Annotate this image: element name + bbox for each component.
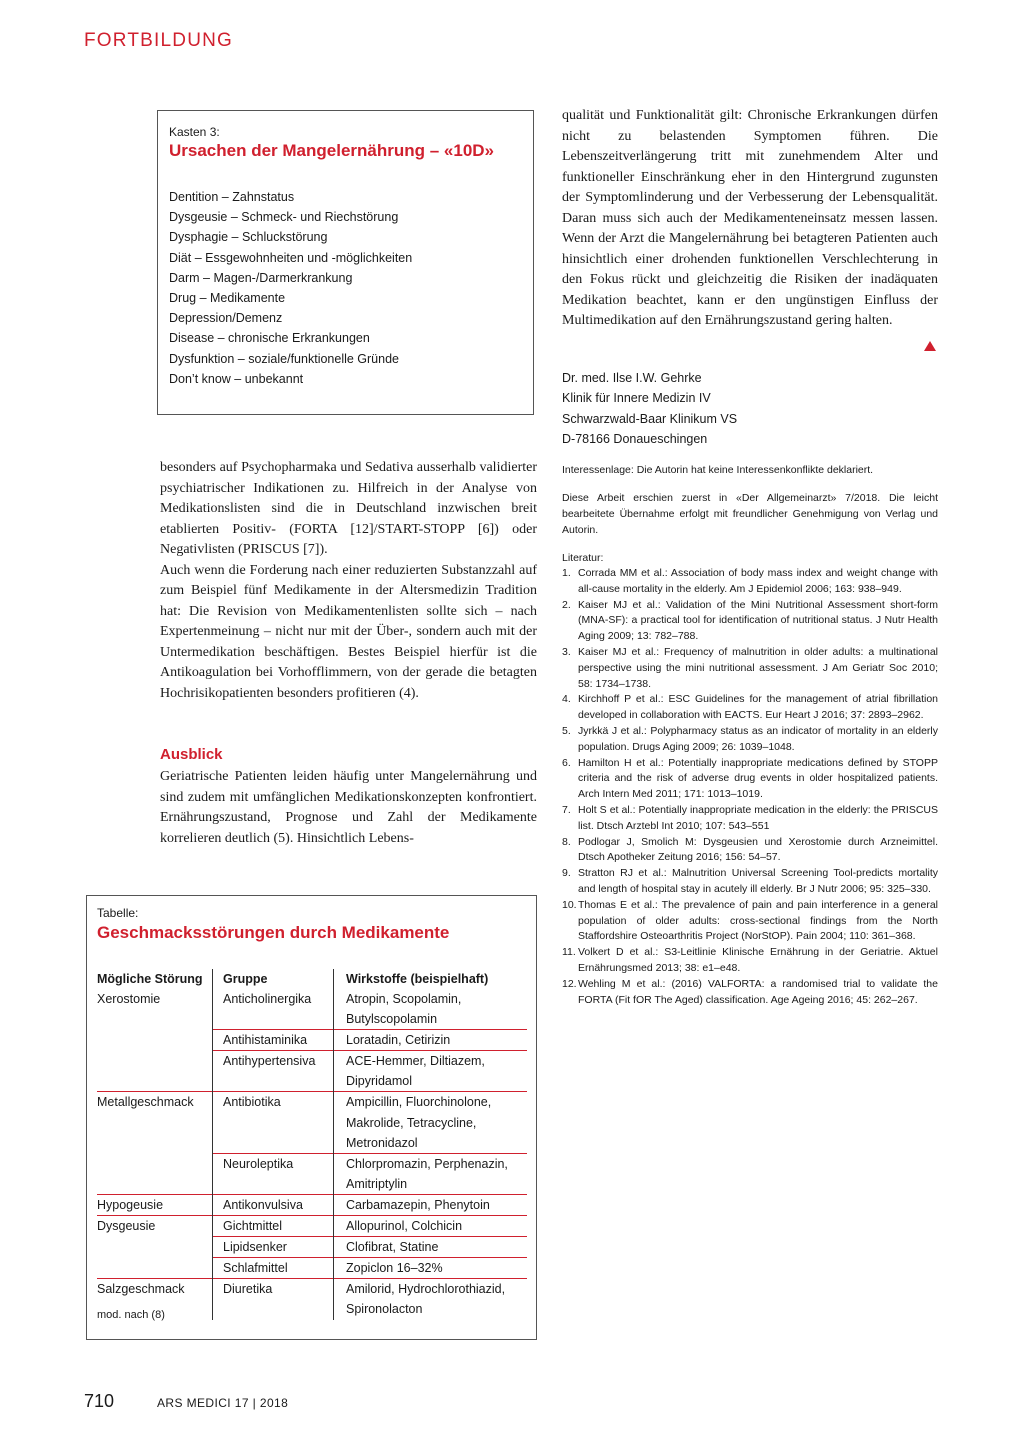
table-cell: Antihistaminika [213,1030,334,1051]
list-item: Diät – Essgewohnheiten und -möglichkeiten [169,250,413,265]
table-cell: Salzgeschmack [97,1279,213,1320]
table-cell: ACE-Hemmer, Diltiazem, Dipyridamol [334,1051,528,1092]
list-item: Dysphagie – Schluckstörung [169,230,328,245]
reference-item: 3. Kaiser MJ et al.: Frequency of malnutrition in older adults: a multinational perspective using the mini nutritional assessment. J Am Geriatr Soc 2010; 58: 1734–1738. [562,645,938,690]
reference-item: 2. Kaiser MJ et al.: Validation of the Mini Nutritional Assessment short-form (MNA-SF): a practical tool for identification of nutritional status. J Nutr Health Aging 2009; 13: 782–788. [562,598,938,643]
list-item: Don’t know – unbekannt [169,371,304,386]
table-row [97,1194,527,1215]
table-title: Geschmacksstörungen durch Medikamente [97,923,450,942]
table-row [97,1153,527,1194]
table-row [97,989,527,1030]
table-cell: Neuroleptika [213,1153,334,1194]
taste-disorder-table [97,969,527,1320]
table-cell: Anticholinergika [213,989,334,1030]
page-number: 710 [84,1391,115,1411]
reference-item: 9. Stratton RJ et al.: Malnutrition Universal Screening Tool-predicts mortality and length of hospital stay in acutely ill elderly. Br J Nutr 2006; 95: 325–330. [562,867,938,895]
table-header-row [97,969,527,989]
table-cell [97,1030,213,1051]
table-cell: Atropin, Scopolamin, Butylscopolamin [334,989,528,1030]
table-cell: Diuretika [213,1279,334,1320]
author-block [562,368,737,450]
list-item: Depression/Demenz [169,311,283,326]
list-item: Dysgeusie – Schmeck- und Riechstörung [169,210,399,225]
box-list [169,187,523,389]
list-item: Dentition – Zahnstatus [169,190,295,204]
box-caption: Kasten 3: [169,125,220,139]
paragraph: Geriatrische Patienten leiden häufig unter Mangelernährung und sind zudem mit umfänglichen Medikationskonzepten konfrontiert. Ernährungszustand, Prognose und Zahl der Medikamente korrelieren deutlich (5). Hinsichtlich Lebens- [160,769,537,846]
table-caption: Tabelle: [97,906,139,920]
table-source-note: mod. nach (8) [97,1309,165,1321]
table-cell: Ampicillin, Fluorchinolone, Makrolide, Tetracycline, Metronidazol [334,1092,528,1153]
reference-item: 11. Volkert D et al.: S3-Leitlinie Klinische Ernährung in der Geriatrie. Aktuel Ernährungsmed 2013; 38: e1–e48. [562,946,938,974]
reference-item: 8. Podlogar J, Smolich M: Dysgeusien und Xerostomie durch Arzneimittel. Dtsch Apotheker Zeitung 2016; 156: 54–57. [562,835,938,864]
drug-taste-table-box [86,895,537,1340]
author-address: D-78166 Donaueschingen [562,432,708,447]
info-box-10d [157,110,534,415]
author-department: Klinik für Innere Medizin IV [562,391,711,406]
box-title: Ursachen der Mangelernährung – «10D» [169,141,495,160]
table-cell: Metallgeschmack [97,1092,213,1153]
table-cell [97,1051,213,1092]
table-row [97,1216,527,1237]
table-cell: Antibiotika [213,1092,334,1153]
reference-item: 6. Hamilton H et al.: Potentially inappropriate medications defined by STOPP criteria and the risk of adverse drug events in older hospitalized patients. Arch Intern Med 2011; 171: 1013–1019. [562,756,938,801]
table-cell: Allopurinol, Colchicin [334,1216,528,1237]
table-cell [97,1153,213,1194]
table-row [97,1051,527,1092]
section-header: FORTBILDUNG [84,30,234,51]
table-row [97,1258,527,1279]
table-cell: Amilorid, Hydrochlorothiazid, Spironolacton [334,1279,528,1320]
paragraph: qualität und Funktionalität gilt: Chronische Erkrankungen dürfen nicht zu belastenden Symptomen führen. Die Lebenszeitverlängerung tritt mit zunehmendem Alter und funktioneller Einschränkung eher in den Hintergrund zugunsten der Symptomlinderung und der Verbesserung der Lebensqualität. Daran muss sich auch der Medikamenteneinsatz messen lassen. Wenn der Arzt die Mangelernährung bei betagteren Patienten auch hinsichtlich einer drohenden funktionellen Verschlechterung in den Fokus rückt und gleichzeitig die Risiken der inadäquaten Medikation beachtet, kann er den ungünstigen Einfluss der Multimedikation auf den Ernährungszustand gering halten. [562,108,938,328]
body-text-right [562,106,938,332]
table-row [97,1030,527,1051]
table-cell: Chlorpromazin, Perphenazin, Amitriptylin [334,1153,528,1194]
table-cell: Dysgeusie [97,1216,213,1237]
reference-item: 12. Wehling M et al.: (2016) VALFORTA: a randomised trial to validate the FORTA (Fit fOR The Aged) classification. Age Ageing 2016; 45: 262–267. [562,977,938,1006]
author-institution: Schwarzwald-Baar Klinikum VS [562,411,738,426]
journal-issue: ARS MEDICI 17 | 2018 [157,1396,289,1410]
table-cell: Hypogeusie [97,1194,213,1215]
author-name: Dr. med. Ilse I.W. Gehrke [562,371,702,385]
conflict-statement: Interessenlage: Die Autorin hat keine Interessenkonflikte deklariert. [562,464,874,476]
reference-item: 5. Jyrkkä J et al.: Polypharmacy status as an indicator of mortality in an elderly population. Drugs Aging 2009; 26: 1039–1048. [562,724,938,753]
table-cell: Schlafmittel [213,1258,334,1279]
list-item: Dysfunktion – soziale/funktionelle Gründe [169,351,399,366]
publication-note: Diese Arbeit erschien zuerst in «Der Allgemeinarzt» 7/2018. Die leicht bearbeitete Übernahme erfolgt mit freundlicher Genehmigung von Verlag und Autorin. [562,492,938,536]
body-text-ausblick [160,767,537,849]
table-cell: Xerostomie [97,992,161,1006]
section-heading-ausblick: Ausblick [160,746,223,763]
table-row [97,1237,527,1258]
list-item: Disease – chronische Erkrankungen [169,331,370,346]
literature-label: Literatur: [562,552,604,564]
reference-item: 1. Corrada MM et al.: Association of body mass index and weight change with all-cause mortality in the elderly. Am J Epidemiol 2006; 163: 938–949. [562,567,938,595]
reference-list [562,566,938,1008]
table-cell: Loratadin, Cetirizin [334,1030,528,1051]
column-header: Gruppe [213,969,334,989]
table-cell [97,1258,213,1279]
reference-item: 10. Thomas E et al.: The prevalence of pain and pain interference in a general population of older adults: cross-sectional findings from the North Staffordshire Osteoarthritis Project (NorStOP). Pain 2004; 110: 361–368. [562,898,938,943]
table-row [97,1092,527,1153]
table-cell: Clofibrat, Statine [334,1237,528,1258]
table-cell [97,1237,213,1258]
paragraph: Auch wenn die Forderung nach einer reduzierten Substanzzahl auf zum Beispiel fünf Medikamente in der Altersmedizin Tradition hat: Die Revision von Medikamentenlisten sollte sich – nach Expertenmeinung – nicht nur mit der Über-, sondern auch mit der Untermedikation beschäftigen. Bestes Beispiel hierfür ist die Antikoagulation bei Vorhofflimmern, von der gerade die betagten Hochrisikopatienten besonders profitieren (4). [160,562,537,701]
reference-item: 4. Kirchhoff P et al.: ESC Guidelines for the management of atrial fibrillation developed in collaboration with EACTS. Eur Heart J 2016; 37: 2893–2962. [562,693,938,722]
end-of-article-triangle-icon [924,341,936,351]
list-item: Drug – Medikamente [169,291,286,306]
table-cell: Zopiclon 16–32% [334,1258,528,1279]
table-cell: Carbamazepin, Phenytoin [334,1194,528,1215]
table-cell: Antikonvulsiva [213,1194,334,1215]
body-text-left [160,458,537,704]
table-cell: Gichtmittel [213,1216,334,1237]
column-header: Wirkstoffe (beispielhaft) [334,969,528,989]
table-cell: Lipidsenker [213,1237,334,1258]
table-cell: Antihypertensiva [213,1051,334,1092]
reference-item: 7. Holt S et al.: Potentially inappropriate medication in the elderly: the PRISCUS list. Dtsch Arztebl Int 2010; 107: 543–551 [562,803,938,832]
column-header: Mögliche Störung [97,972,203,986]
list-item: Darm – Magen-/Darmerkrankung [169,270,353,285]
paragraph: besonders auf Psychopharmaka und Sedativa ausserhalb validierter psychiatrischer Indikationen zu. Hilfreich in der Analyse von Medikationslisten sind die in Deutschland inzwischen breit etablierten Positiv- (FORTA [12]/START-STOPP [6]) oder Negativlisten (PRISCUS [7]). [160,460,537,557]
